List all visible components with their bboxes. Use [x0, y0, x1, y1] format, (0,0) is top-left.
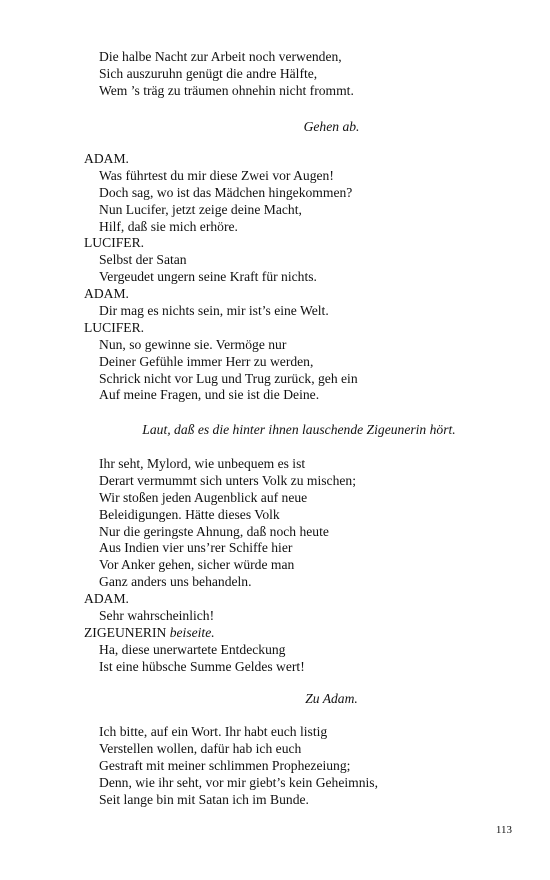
- verse-line: Vor Anker gehen, sicher würde man: [99, 557, 295, 573]
- verse-line: Sich auszuruhn genügt die andre Hälfte,: [99, 65, 318, 81]
- verse-line: Beleidigungen. Hätte dieses Volk: [99, 506, 280, 522]
- verse-line: Vergeudet ungern seine Kraft für nichts.: [99, 269, 317, 285]
- verse-line: Verstellen wollen, dafür hab ich euch: [99, 740, 302, 756]
- stage-direction-aloud: Laut, daß es die hinter ihnen lauschende Zigeunerin hört.: [142, 422, 456, 437]
- verse-line: Was führtest du mir diese Zwei vor Augen!: [99, 167, 334, 183]
- page-number: 113: [495, 824, 512, 836]
- verse-line: Deiner Gefühle immer Herr zu werden,: [99, 353, 314, 369]
- verse-line: Ganz anders uns behandeln.: [99, 574, 252, 590]
- verse-line: Denn, wie ihr seht, vor mir giebt’s kein Geheimnis,: [99, 774, 378, 790]
- verse-line: Wem ’s träg zu träumen ohnehin nicht frommt.: [99, 82, 354, 98]
- verse-line: Schrick nicht vor Lug und Trug zurück, geh ein: [99, 370, 358, 386]
- verse-line: Doch sag, wo ist das Mädchen hingekommen?: [99, 184, 353, 200]
- verse-line: Ha, diese unerwartete Entdeckung: [99, 641, 286, 657]
- speaker-name: ZIGEUNERIN: [84, 624, 167, 640]
- verse-line: Seit lange bin mit Satan ich im Bunde.: [99, 791, 309, 807]
- speaker-with-aside: [84, 625, 514, 642]
- verse-line: Die halbe Nacht zur Arbeit noch verwenden,: [99, 49, 342, 64]
- verse-line: Gestraft mit meiner schlimmen Prophezeiung;: [99, 757, 351, 773]
- speaker-name: ADAM.: [84, 591, 129, 607]
- verse-line: Selbst der Satan: [99, 252, 187, 268]
- verse-block-4: [84, 724, 514, 808]
- verse-line: Ist eine hübsche Summe Geldes wert!: [99, 658, 305, 674]
- stage-direction-to-adam: Zu Adam.: [305, 691, 358, 706]
- verse-line: Derart vermummt sich unters Volk zu mischen;: [99, 472, 356, 488]
- verse-line: Ihr seht, Mylord, wie unbequem es ist: [99, 456, 306, 471]
- verse-line: Dir mag es nichts sein, mir ist’s eine Welt.: [99, 303, 329, 319]
- verse-line: Auf meine Fragen, und sie ist die Deine.: [99, 387, 320, 403]
- dialogue-block-1: [84, 151, 514, 404]
- verse-line: Hilf, daß sie mich erhöre.: [99, 218, 238, 234]
- verse-line: Nur die geringste Ahnung, daß noch heute: [99, 523, 329, 539]
- verse-line: Aus Indien vier uns’rer Schiffe hier: [99, 540, 293, 556]
- stage-direction-exit: Gehen ab.: [303, 119, 360, 134]
- verse-line: Nun, so gewinne sie. Vermöge nur: [99, 336, 287, 352]
- speaker-name: LUCIFER.: [84, 319, 145, 335]
- speaker-name: LUCIFER.: [84, 235, 145, 251]
- aside-direction: beiseite.: [169, 624, 215, 640]
- verse-line: Ich bitte, auf ein Wort. Ihr habt euch listig: [99, 724, 328, 739]
- dialogue-block-2: [84, 456, 514, 676]
- verse-line: Sehr wahrscheinlich!: [99, 608, 215, 624]
- verse-line: Nun Lucifer, jetzt zeige deine Macht,: [99, 201, 302, 217]
- speaker-name: ADAM.: [84, 286, 129, 302]
- verse-block-1: [84, 49, 514, 100]
- speaker-name: ADAM.: [84, 151, 129, 166]
- verse-line: Wir stoßen jeden Augenblick auf neue: [99, 489, 308, 505]
